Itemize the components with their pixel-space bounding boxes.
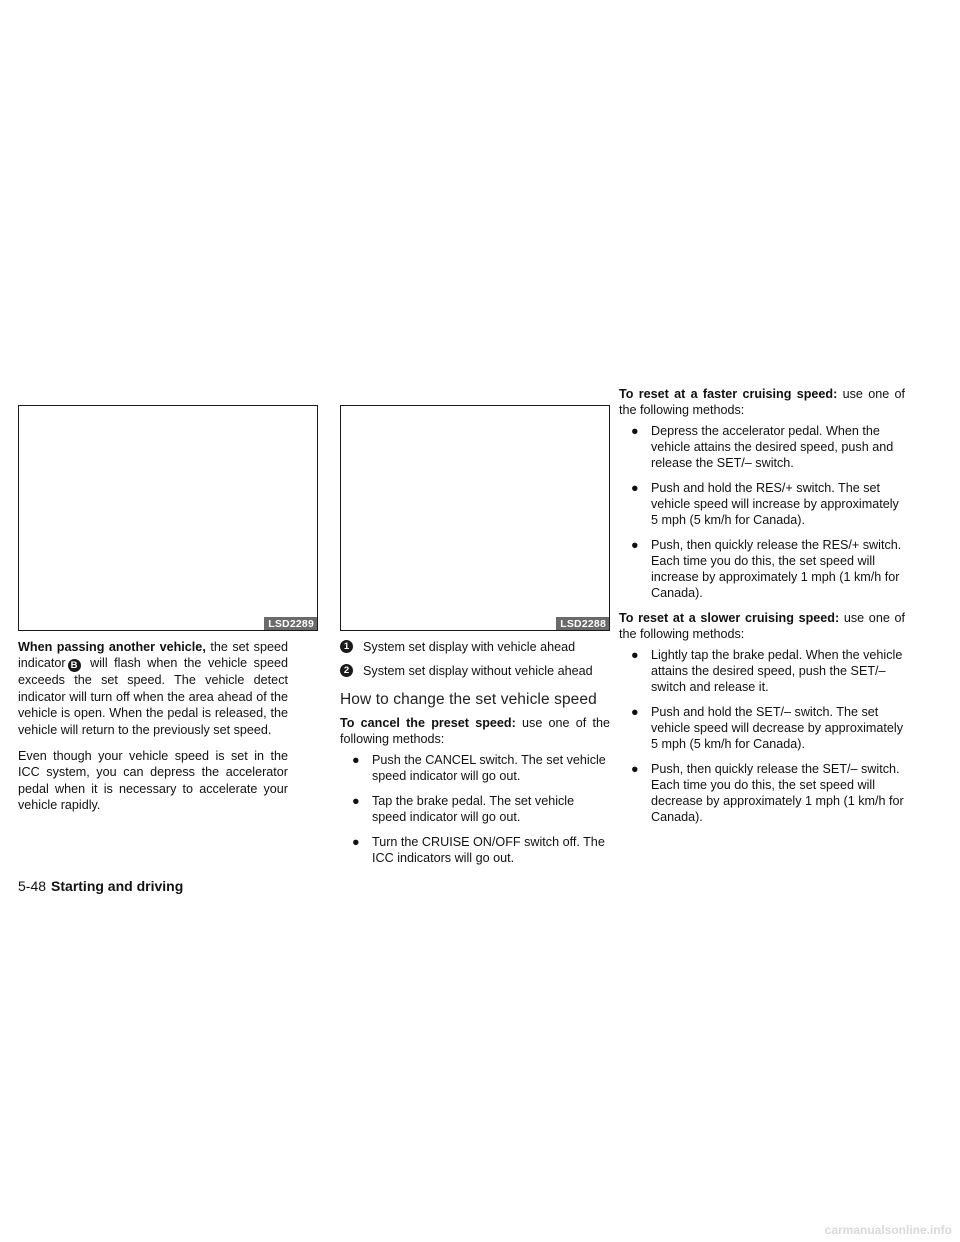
- figure-left: [18, 405, 318, 631]
- left-column: [18, 405, 314, 814]
- bullet-icon: ●: [631, 423, 639, 438]
- faster-intro: [619, 386, 905, 419]
- marker-1-icon: 1: [340, 640, 353, 653]
- caption-text: System set display without vehicle ahead: [363, 664, 593, 678]
- list-item-text: Push the CANCEL switch. The set vehicle speed indicator will go out.: [372, 752, 606, 783]
- figure-middle: [340, 405, 610, 631]
- cancel-lead: To cancel the preset speed:: [340, 716, 516, 730]
- cancel-intro: [340, 715, 610, 748]
- bullet-icon: ●: [631, 761, 639, 776]
- marker-b-icon: B: [68, 659, 81, 672]
- passing-text-a: the set speed indicator: [18, 640, 288, 671]
- list-item-text: Push and hold the SET/– switch. The set vehicle speed will decrease by approximately 5 mph (5 km/h for Canada).: [651, 704, 904, 751]
- watermark-text: carmanualsonline.info: [824, 1223, 952, 1237]
- figure-code-left: LSD2289: [264, 617, 317, 630]
- cancel-rest: use one of the following methods:: [340, 716, 611, 747]
- slower-list: [619, 647, 905, 825]
- list-item-text: Tap the brake pedal. The set vehicle speed indicator will go out.: [372, 793, 575, 824]
- list-item-text: Turn the CRUISE ON/OFF switch off. The ICC indicators will go out.: [372, 834, 605, 865]
- caption-item: [340, 663, 610, 679]
- list-item: [631, 647, 905, 695]
- figure-code-middle: LSD2288: [556, 617, 609, 630]
- caption-item: [340, 639, 610, 655]
- section-title: Starting and driving: [51, 878, 184, 894]
- list-item-text: Push, then quickly release the SET/– switch. Each time you do this, the set speed will decrease by approximately 1 mph (1 km/h for Canada).: [651, 761, 904, 824]
- list-item-text: Lightly tap the brake pedal. When the vehicle attains the desired speed, push the SET/– switch and release it.: [651, 647, 903, 694]
- bullet-icon: ●: [631, 537, 639, 552]
- slower-rest: use one of the following methods:: [619, 610, 905, 642]
- list-item: [631, 480, 905, 528]
- faster-lead: To reset at a faster cruising speed:: [619, 387, 838, 401]
- passing-paragraph: [18, 639, 288, 738]
- section-heading: How to change the set vehicle speed: [340, 691, 597, 708]
- list-item-text: Push and hold the RES/+ switch. The set vehicle speed will increase by approximately 5 mph (5 km/h for Canada).: [651, 480, 899, 527]
- list-item: [631, 537, 905, 601]
- page-footer: [18, 878, 183, 894]
- list-item: [631, 704, 905, 752]
- faster-list: [619, 423, 905, 601]
- list-item-text: Depress the accelerator pedal. When the vehicle attains the desired speed, push and release the SET/– switch.: [651, 423, 894, 470]
- bullet-icon: ●: [631, 704, 639, 719]
- bullet-icon: ●: [631, 480, 639, 495]
- list-item: [352, 793, 610, 825]
- bullet-icon: ●: [352, 793, 360, 808]
- list-item-text: Push, then quickly release the RES/+ switch. Each time you do this, the set speed will increase by approximately 1 mph (1 km/h for Canada).: [651, 537, 902, 600]
- page-number: 5-48: [18, 878, 47, 894]
- faster-rest: use one of the following methods:: [619, 387, 905, 418]
- slower-intro: [619, 610, 905, 643]
- accelerate-paragraph: Even though your vehicle speed is set in the ICC system, you can depress the accelerator pedal when it is necessary to accelerate your vehicle rapidly.: [18, 749, 288, 813]
- caption-text: System set display with vehicle ahead: [363, 640, 576, 654]
- passing-lead: When passing another vehicle,: [18, 640, 206, 654]
- bullet-icon: ●: [352, 752, 360, 767]
- list-item: [631, 761, 905, 825]
- bullet-icon: ●: [631, 647, 639, 662]
- list-item: [352, 752, 610, 784]
- passing-text-b: will flash when the vehicle speed exceeds the set speed. The vehicle detect indicator will turn off when the area ahead of the vehicle is open. When the pedal is released, the vehicle will return to the previously set speed.: [18, 656, 288, 737]
- list-item: [352, 834, 610, 866]
- middle-column: [340, 405, 610, 875]
- slower-lead: To reset at a slower cruising speed:: [619, 610, 840, 625]
- list-item: [631, 423, 905, 471]
- cancel-list: [340, 752, 610, 866]
- bullet-icon: ●: [352, 834, 360, 849]
- marker-2-icon: 2: [340, 664, 353, 677]
- right-column: [619, 386, 905, 834]
